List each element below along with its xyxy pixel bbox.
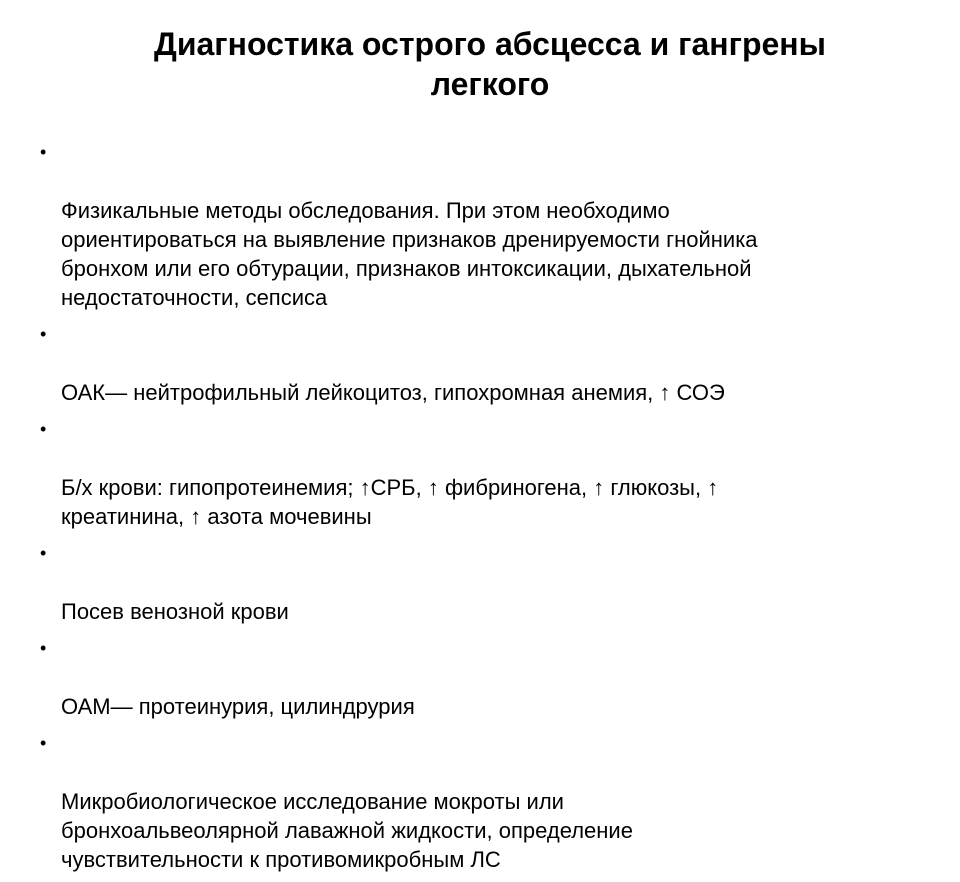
bullet-text: ОАМ— протеинурия, цилиндрурия — [61, 694, 415, 719]
bullet-item-cbc — [40, 320, 920, 407]
bullet-item-microbiology — [40, 729, 920, 874]
bullet-item-urinalysis — [40, 634, 920, 721]
bullet-item-physical-exam — [40, 138, 920, 312]
bullet-icon: • — [40, 543, 47, 563]
bullet-text: Посев венозной крови — [61, 599, 289, 624]
bullet-text: Микробиологическое исследование мокроты или бронхоальвеолярной лаважной жидкости, определение чувствительности к противомикробным ЛС — [61, 789, 633, 872]
bullet-icon: • — [40, 324, 47, 344]
bullet-item-blood-chemistry — [40, 415, 920, 531]
bullet-list — [40, 138, 920, 882]
bullet-text: Физикальные методы обследования. При этом необходимо ориентироваться на выявление признаков дренируемости гнойника бронхом или его обтурации, признаков интоксикации, дыхательной недостаточности, сепсиса — [61, 198, 758, 310]
bullet-icon: • — [40, 142, 47, 162]
bullet-icon: • — [40, 419, 47, 439]
bullet-icon: • — [40, 733, 47, 753]
bullet-icon: • — [40, 638, 47, 658]
bullet-item-blood-culture — [40, 539, 920, 626]
slide-title: Диагностика острого абсцесса и гангрены легкого — [154, 26, 826, 102]
bullet-text: ОАК— нейтрофильный лейкоцитоз, гипохромная анемия, ↑ СОЭ — [61, 380, 725, 405]
bullet-text: Б/х крови: гипопротеинемия; ↑СРБ, ↑ фибриногена, ↑ глюкозы, ↑ креатинина, ↑ азота мочевины — [61, 475, 719, 529]
